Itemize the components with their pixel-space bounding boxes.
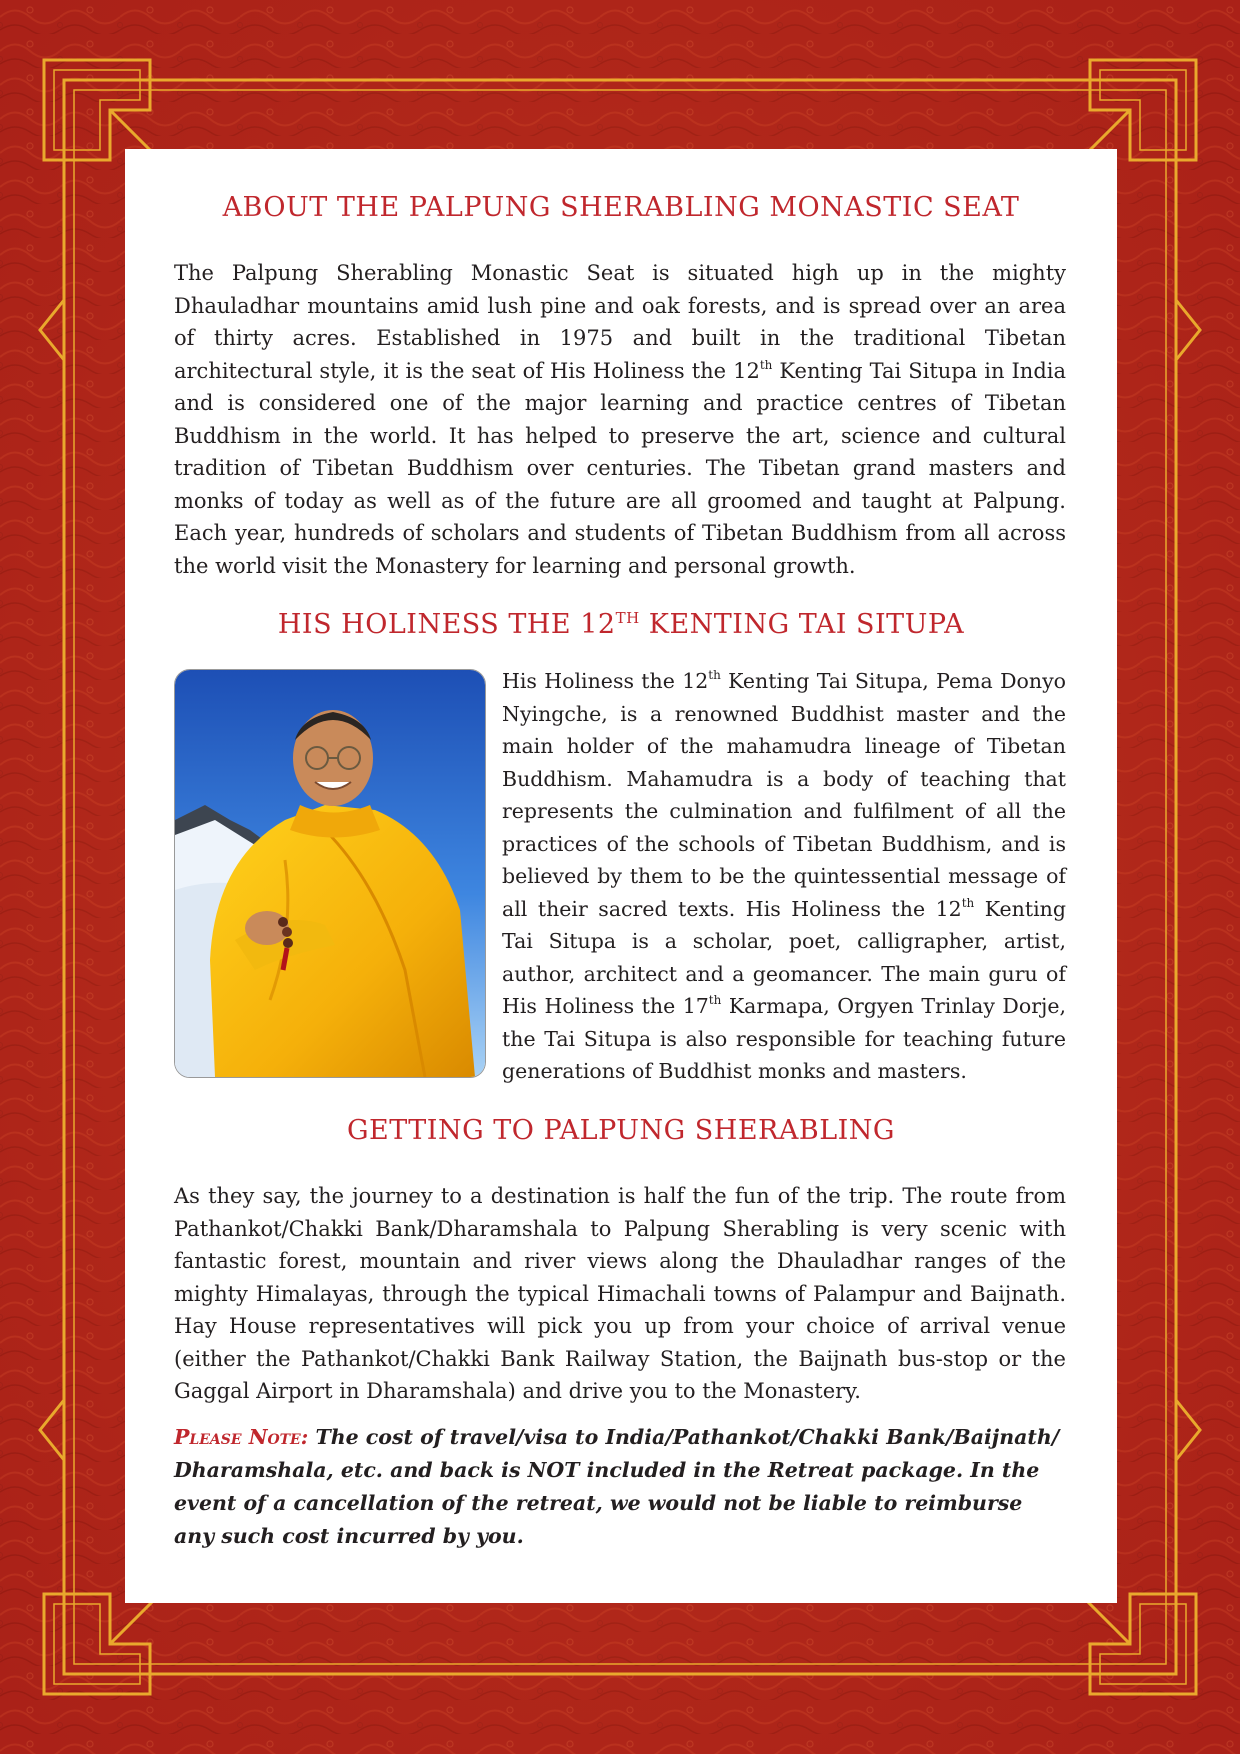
about-paragraph (174, 257, 1066, 582)
about-text-part1: The Palpung Sherabling Monastic Seat is situated high up in the mighty Dhauladhar mountains amid lush pine and oak forests, and is spread over an area of thirty acres. Established in 1975 and built in the traditional Tibetan architectural style, it is the seat of His Holiness the 12 (174, 261, 1066, 383)
ordinal-suffix: th (708, 993, 722, 1007)
getting-heading: GETTING TO PALPUNG SHERABLING (346, 1115, 895, 1146)
getting-paragraph: As they say, the journey to a destination is half the fun of the trip. The route from Pathankot/Chakki Bank/Dharamshala to Palpung Sherabling is very scenic with fantastic forest, mountain and river views along the Dhauladhar ranges of the mighty Himalayas, through the typical Himachali towns of Palampur and Baijnath. Hay House representatives will pick you up from your choice of arrival venue (either the Pathankot/Chakki Bank Railway Station, the Baijnath bus-stop or the Gaggal Airport in Dharamshala) and drive you to the Monastery. (174, 1184, 1066, 1403)
ordinal-suffix: th (708, 668, 721, 682)
holiness-heading-part1: HIS HOLINESS THE 12 (277, 609, 616, 640)
bio-text-3: Kenting Tai Situpa is a scholar, poet, calligrapher, artist, author, architect and a geomancer. The main guru of His Holiness the 17 (502, 896, 1066, 1018)
about-text-part2: Kenting Tai Situpa in India and is considered one of the major learning and practice centres of Tibetan Buddhism in the world. It has helped to preserve the art, science and cultural tradition of Tibetan Buddhism over centuries. The Tibetan grand masters and monks of today as well as of the future are all groomed and taught at Palpung. Each year, hundreds of scholars and students of Tibetan Buddhism from all across the world visit the Monastery for learning and personal growth. (174, 358, 1067, 578)
portrait-photo (174, 669, 486, 1078)
note-text: The cost of travel/visa to India/Pathankot/Chakki Bank/Baijnath/ Dharamshala, etc. and back is NOT included in the Retreat package. In the event of a cancellation of the retreat, we would not be liable to reimburse any such cost incurred by you. (174, 1425, 1060, 1548)
ordinal-suffix: TH (615, 609, 640, 627)
content-panel (125, 149, 1117, 1603)
about-heading: ABOUT THE PALPUNG SHERABLING MONASTIC SEAT (222, 192, 1020, 223)
bio-text-2: Kenting Tai Situpa, Pema Donyo Nyingche, is a renowned Buddhist master and the main holder of the mahamudra lineage of Tibetan Buddhism. Mahamudra is a body of teaching that represents the culmination and fulfilment of all the practices of the schools of Tibetan Buddhism, and is believed by them to be the quintessential message of all their sacred texts. His Holiness the 12 (502, 669, 1066, 921)
holiness-heading (125, 609, 1117, 640)
holiness-bio (502, 665, 1066, 1088)
ordinal-suffix: th (961, 895, 975, 910)
bio-text-1: His Holiness the 12 (502, 669, 709, 693)
note-label: Please Note: (174, 1425, 309, 1449)
please-note (174, 1421, 1066, 1553)
holiness-heading-part2: KENTING TAI SITUPA (639, 609, 965, 640)
bio-text-4: Karmapa, Orgyen Trinlay Dorje, the Tai Situpa is also responsible for teaching future generations of Buddhist monks and masters. (502, 994, 1066, 1083)
portrait-illustration (175, 670, 485, 1077)
ordinal-suffix: th (759, 357, 773, 372)
